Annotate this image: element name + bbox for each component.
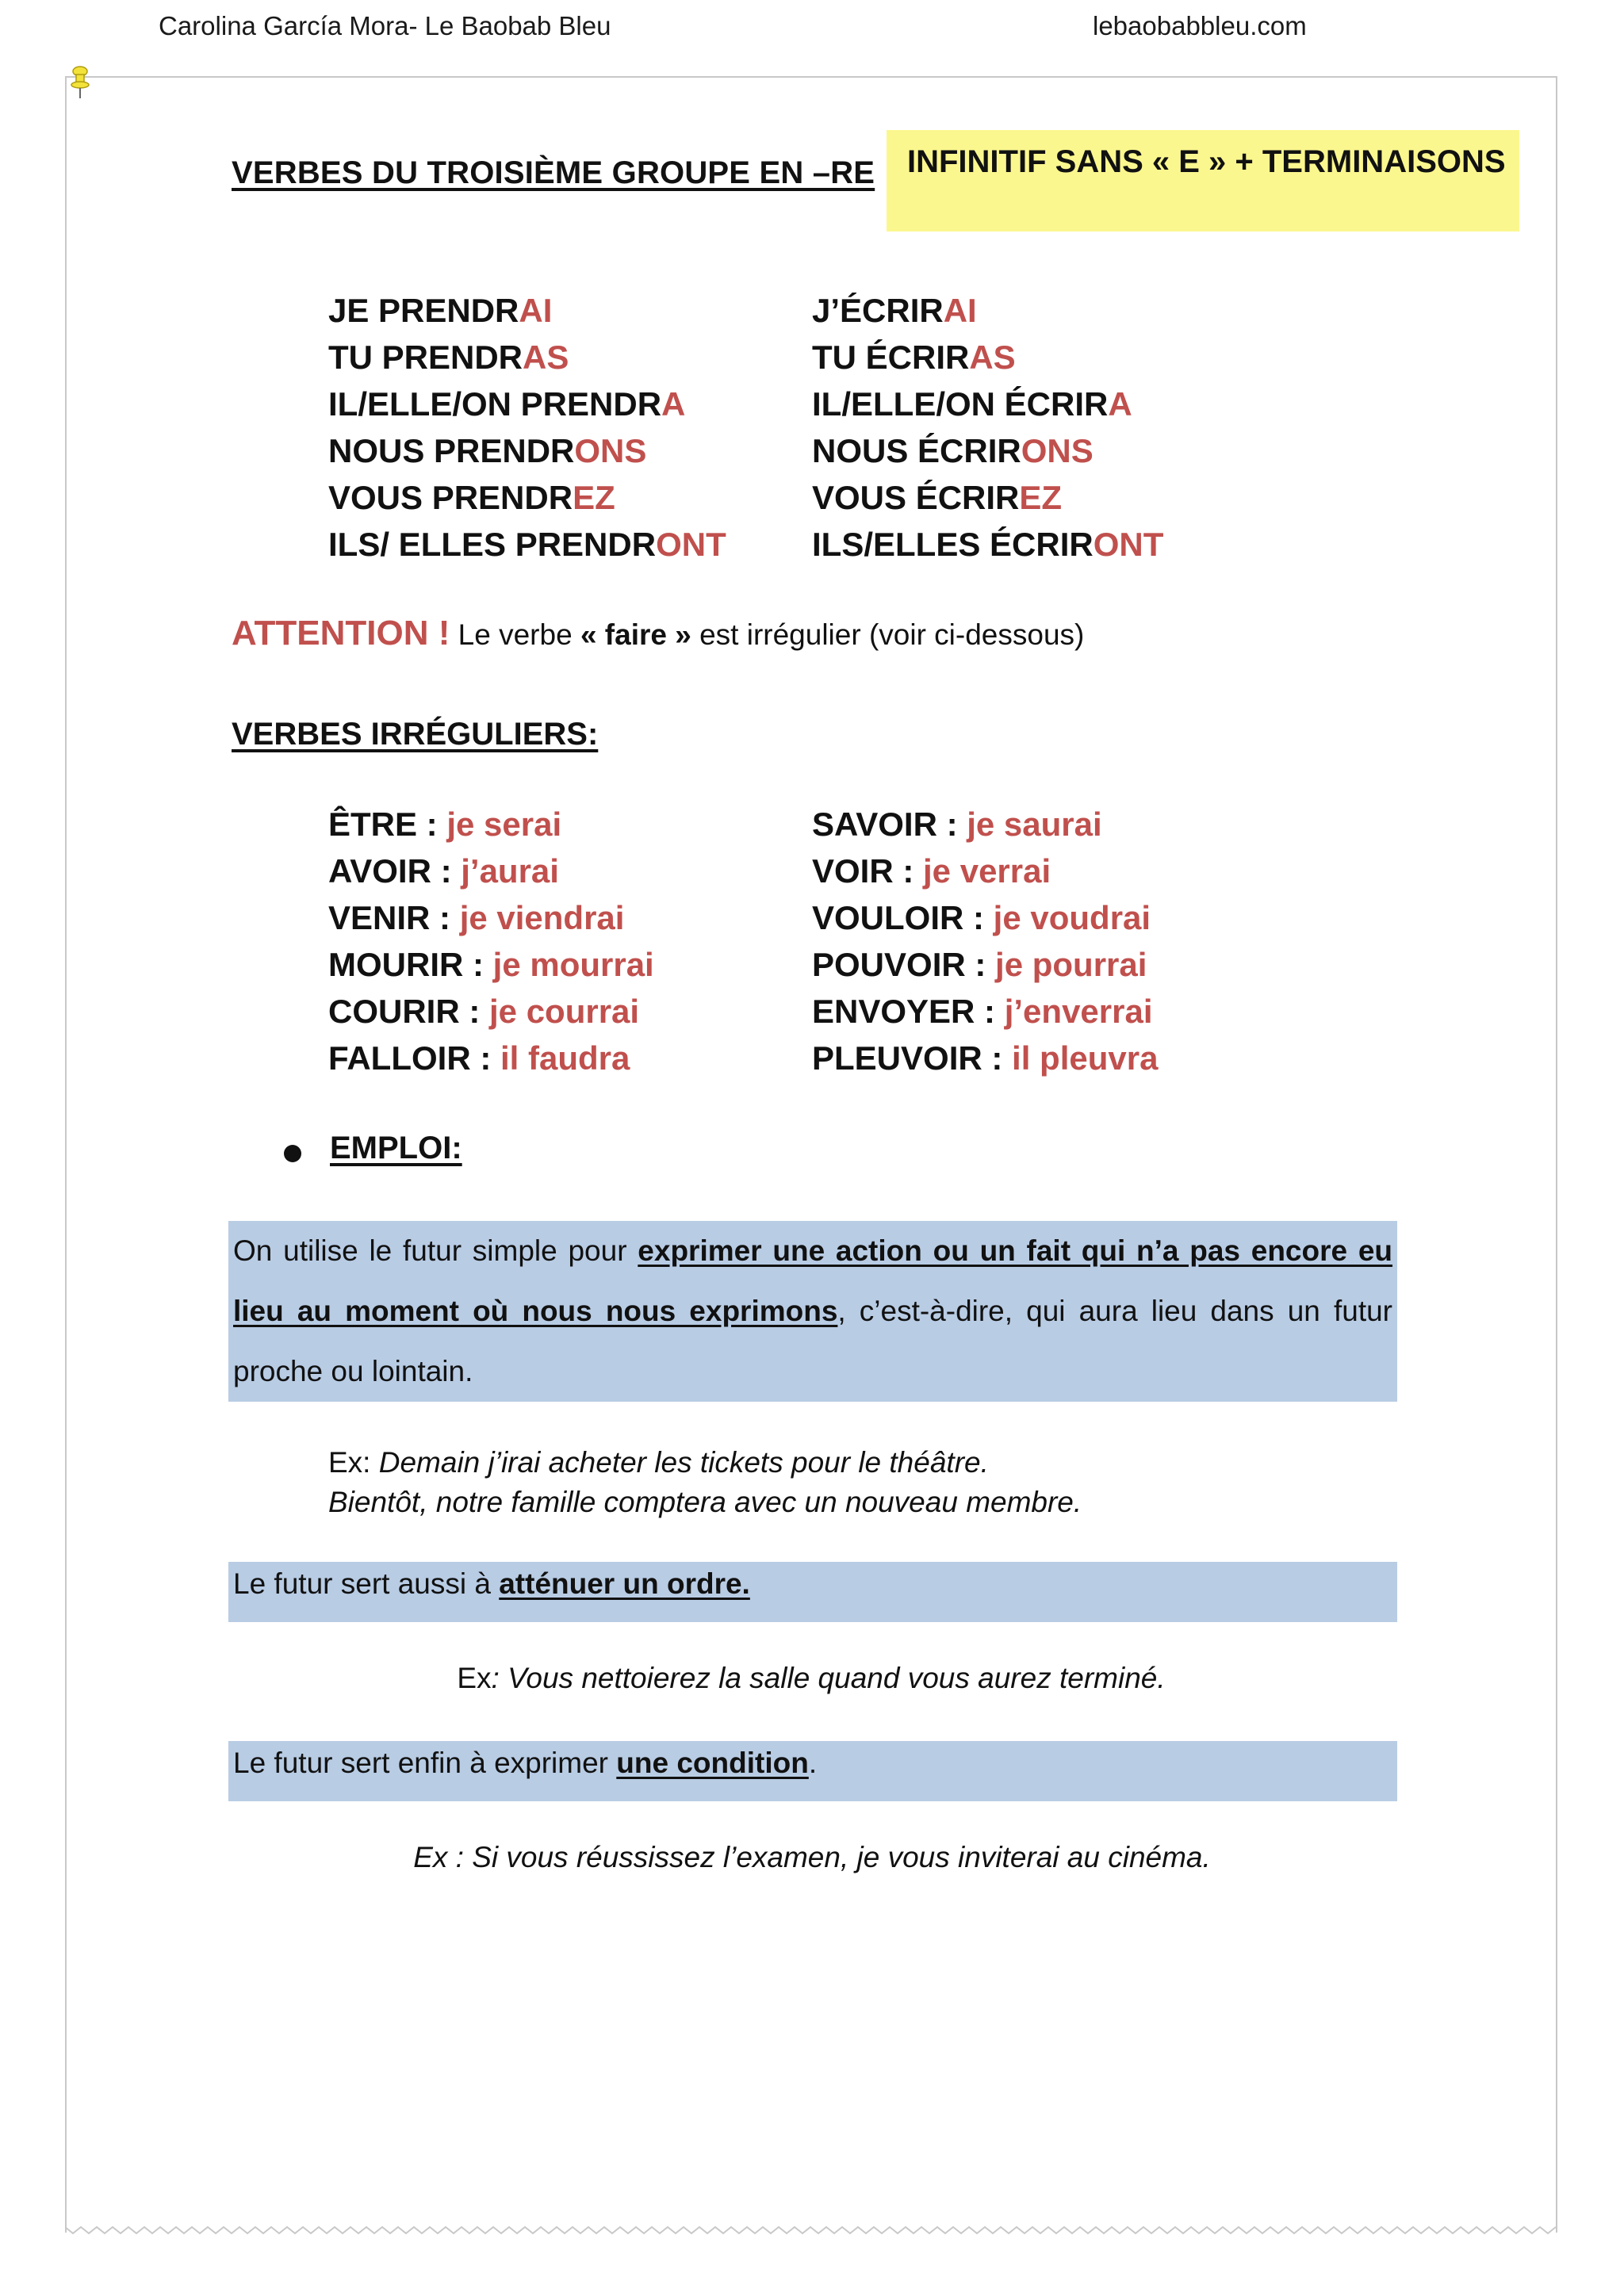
- irregular-right-ending: je verrai: [923, 852, 1051, 890]
- irregular-right-row: [812, 941, 1158, 988]
- irregular-left-stem: ÊTRE :: [328, 806, 447, 843]
- ecrire-ending: ONS: [1021, 432, 1094, 469]
- prendre-row: [328, 474, 726, 521]
- bullet-icon: [284, 1145, 301, 1162]
- emploi-title: EMPLOI:: [330, 1131, 462, 1165]
- ecrire-stem: IL/ELLE/ON ÉCRIR: [812, 385, 1109, 423]
- usage-paragraph-1: [233, 1221, 1392, 1402]
- attention-verb: « faire »: [580, 618, 691, 651]
- irregular-left-row: [328, 941, 654, 988]
- usage-box-3: [228, 1741, 1397, 1801]
- irregular-left-ending: je serai: [446, 806, 562, 843]
- irregular-verbs-right: [812, 801, 1158, 1081]
- irregular-right-row: [812, 848, 1158, 894]
- prendre-ending: EZ: [573, 479, 615, 516]
- irregular-left-ending: il faudra: [500, 1039, 630, 1077]
- prendre-stem: IL/ELLE/ON PRENDR: [328, 385, 662, 423]
- prendre-row: [328, 334, 726, 381]
- torn-edge-border: [65, 2225, 1557, 2237]
- prendre-stem: ILS/ ELLES PRENDR: [328, 526, 657, 563]
- pushpin-icon: [67, 65, 94, 100]
- ecrire-ending: ONT: [1093, 526, 1164, 563]
- prendre-ending: AI: [519, 292, 553, 329]
- attention-text-before: Le verbe: [450, 618, 580, 651]
- irregular-right-stem: SAVOIR :: [812, 806, 967, 843]
- irregular-right-ending: j’enverrai: [1004, 993, 1153, 1030]
- prendre-ending: ONT: [656, 526, 726, 563]
- ecrire-ending: EZ: [1019, 479, 1063, 516]
- prendre-stem: TU PRENDR: [328, 339, 523, 376]
- irregular-left-stem: COURIR :: [328, 993, 489, 1030]
- prendre-ending: AS: [523, 339, 569, 376]
- irregular-right-ending: je voudrai: [993, 899, 1151, 936]
- ecrire-row: [812, 474, 1163, 521]
- irregular-right-row: [812, 988, 1158, 1035]
- ecrire-ending: AI: [943, 292, 977, 329]
- usage-1-emphasis: exprimer une action ou un fait qui n’a pas encore eu lieu au moment où nous nous exprimons: [233, 1234, 1393, 1327]
- usage-1-before: On utilise le futur simple pour: [233, 1234, 638, 1267]
- ecrire-row: [812, 381, 1163, 427]
- prendre-stem: NOUS PRENDR: [328, 432, 575, 469]
- usage-paragraph-3: [233, 1741, 1392, 1785]
- prendre-stem: VOUS PRENDR: [328, 479, 573, 516]
- irregular-left-stem: VENIR :: [328, 899, 460, 936]
- irregular-right-row: [812, 801, 1158, 848]
- usage-1-after: , c’est-à-dire, qui aura lieu dans un futur proche ou lointain.: [233, 1295, 1392, 1387]
- irregular-right-stem: POUVOIR :: [812, 946, 996, 983]
- irregular-left-stem: AVOIR :: [328, 852, 462, 890]
- example-1-line-2: Bientôt, notre famille comptera avec un nouveau membre.: [328, 1486, 1082, 1518]
- rule-text: INFINITIF SANS « E » + TERMINAISONS: [907, 144, 1506, 179]
- ecrire-row: [812, 287, 1163, 334]
- ecrire-row: [812, 521, 1163, 568]
- ecrire-ending: AS: [969, 339, 1016, 376]
- example-3: [0, 1841, 1624, 1874]
- example-1-line-1: Demain j’irai acheter les tickets pour le théâtre.: [378, 1446, 989, 1479]
- irregular-left-row: [328, 894, 654, 941]
- ecrire-stem: TU ÉCRIR: [812, 339, 970, 376]
- example-2-prefix: Ex: [457, 1662, 492, 1694]
- usage-box-1: [228, 1221, 1397, 1402]
- prendre-stem: JE PRENDR: [328, 292, 519, 329]
- ecrire-row: [812, 334, 1163, 381]
- usage-3-before: Le futur sert enfin à exprimer: [233, 1747, 617, 1779]
- irregular-right-ending: je saurai: [967, 806, 1102, 843]
- ecrire-stem: NOUS ÉCRIR: [812, 432, 1021, 469]
- ecrire-row: [812, 427, 1163, 474]
- irregular-left-ending: je courrai: [489, 993, 640, 1030]
- irregular-verbs-left: [328, 801, 654, 1081]
- irregular-left-stem: FALLOIR :: [328, 1039, 500, 1077]
- usage-box-2: [228, 1562, 1397, 1622]
- header-author: Carolina García Mora- Le Baobab Bleu: [159, 11, 611, 40]
- irregular-right-stem: ENVOYER :: [812, 993, 1005, 1030]
- ecrire-stem: J’ÉCRIR: [812, 292, 944, 329]
- conjugation-prendre: [328, 287, 726, 568]
- ecrire-stem: ILS/ELLES ÉCRIR: [812, 526, 1094, 563]
- prendre-row: [328, 521, 726, 568]
- irregular-right-ending: je pourrai: [995, 946, 1147, 983]
- usage-2-before: Le futur sert aussi à: [233, 1567, 500, 1600]
- irregular-right-stem: VOULOIR :: [812, 899, 994, 936]
- conjugation-ecrire: [812, 287, 1163, 568]
- usage-paragraph-2: [233, 1562, 1392, 1606]
- example-1-prefix: Ex:: [328, 1446, 379, 1479]
- irregular-verbs-title: VERBES IRRÉGULIERS:: [232, 717, 599, 752]
- irregular-right-stem: VOIR :: [812, 852, 924, 890]
- usage-3-after: .: [808, 1747, 818, 1779]
- ecrire-ending: A: [1108, 385, 1132, 423]
- usage-2-emphasis: atténuer un ordre.: [499, 1567, 750, 1600]
- section-title-third-group: VERBES DU TROISIÈME GROUPE EN –RE: [232, 155, 875, 190]
- irregular-left-row: [328, 848, 654, 894]
- example-2-text: : Vous nettoierez la salle quand vous aurez terminé.: [491, 1662, 1166, 1694]
- irregular-right-row: [812, 894, 1158, 941]
- header-website: lebaobabbleu.com: [1093, 11, 1307, 40]
- irregular-left-row: [328, 1035, 654, 1081]
- prendre-row: [328, 381, 726, 427]
- prendre-ending: A: [661, 385, 686, 423]
- prendre-ending: ONS: [574, 432, 647, 469]
- attention-text-after: est irrégulier (voir ci-dessous): [691, 618, 1085, 651]
- attention-note: [232, 614, 1084, 653]
- prendre-row: [328, 427, 726, 474]
- irregular-left-row: [328, 801, 654, 848]
- attention-label: ATTENTION !: [232, 614, 450, 652]
- irregular-left-row: [328, 988, 654, 1035]
- irregular-right-row: [812, 1035, 1158, 1081]
- prendre-row: [328, 287, 726, 334]
- ecrire-stem: VOUS ÉCRIR: [812, 479, 1020, 516]
- irregular-right-ending: il pleuvra: [1012, 1039, 1159, 1077]
- irregular-left-ending: je viendrai: [459, 899, 625, 936]
- usage-3-emphasis: une condition: [616, 1747, 809, 1779]
- example-3-text: Ex : Si vous réussissez l’examen, je vous inviterai au cinéma.: [413, 1841, 1211, 1873]
- irregular-right-stem: PLEUVOIR :: [812, 1039, 1013, 1077]
- irregular-left-ending: je mourrai: [492, 946, 654, 983]
- example-1: [328, 1443, 1082, 1522]
- example-2: [0, 1662, 1624, 1695]
- irregular-left-ending: j’aurai: [461, 852, 559, 890]
- irregular-left-stem: MOURIR :: [328, 946, 493, 983]
